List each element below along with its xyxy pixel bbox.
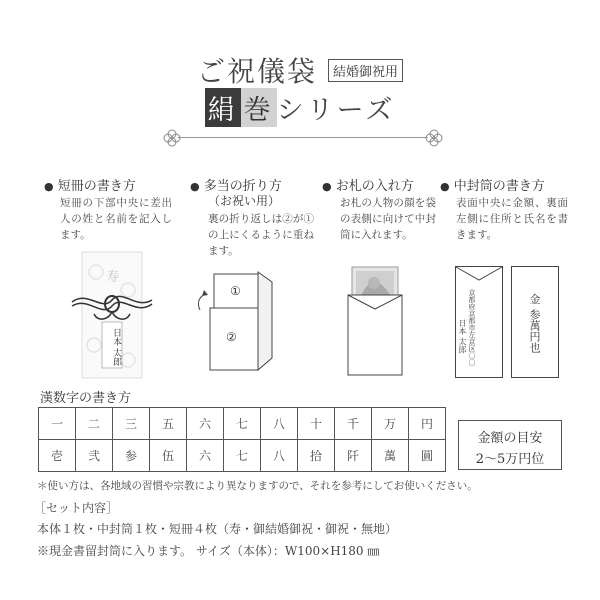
kanji-cell: 一 [39, 408, 76, 440]
title-tag: 結婚御祝用 [328, 59, 403, 82]
kanji-cell: 六 [187, 440, 224, 472]
step4-desc: 表面中央に金額、裏面左側に住所と氏名を書きます。 [456, 197, 568, 241]
title-block [0, 50, 600, 90]
kanji-section-title: 漢数字の書き方 [40, 391, 132, 406]
step1-heading [44, 175, 136, 194]
kanji-cell: 拾 [298, 440, 335, 472]
bullet-icon: ● [322, 180, 332, 193]
amount-guide-label: 金額の目安 [477, 431, 543, 446]
tanzaku-name-given: 太郎 [111, 348, 121, 366]
series-title [0, 88, 600, 127]
bullet-icon: ● [440, 180, 450, 193]
step1-desc: 短冊の下部中央に差出人の姓と名前を記入します。 [60, 197, 172, 241]
usage-note: ＊使い方は、各地域の習慣や宗教により異なりますので、それを参考にしてお使いください。 [37, 480, 478, 492]
tanzaku-illustration [68, 250, 156, 380]
envelope-front [511, 266, 559, 378]
fold-illustration [190, 268, 280, 376]
step4-title: 中封筒の書き方 [453, 179, 545, 194]
fold-label-1: ① [230, 284, 241, 298]
step2-title: 多当の折り方 [203, 179, 282, 194]
kanji-cell: 八 [261, 440, 298, 472]
kanji-cell: 伍 [150, 440, 187, 472]
set-contents-line2: ※現金書留封筒に入ります。 サイズ（本体）：W100×H180 ㎜ [37, 544, 380, 558]
step3-desc: お札の人物の顔を袋の表側に向けて中封筒に入れます。 [340, 197, 436, 241]
envelope-back-address: 京都府京都市左京区〇〇 [468, 289, 476, 366]
kanji-cell: 三 [113, 408, 150, 440]
page-title: ご祝儀袋 [196, 55, 317, 88]
kanji-cell: 壱 [39, 440, 76, 472]
bullet-icon: ● [190, 180, 200, 193]
kanji-cell: 七 [224, 408, 261, 440]
kanji-cell: 万 [372, 408, 409, 440]
kanji-cell: 十 [298, 408, 335, 440]
step4-heading [440, 175, 545, 194]
envelope-back [455, 266, 503, 378]
envelope-back-name: 日本 太郎 [458, 319, 467, 354]
kanji-cell: 参 [113, 440, 150, 472]
kanji-cell: 六 [187, 408, 224, 440]
fold-label-2: ② [226, 330, 237, 344]
kanji-cell: 七 [224, 440, 261, 472]
kanji-cell: 円 [409, 408, 446, 440]
inner-envelope-with-bills-icon [340, 265, 410, 377]
step2-desc: 裏の折り返しは②が①の上にくるように重ねます。 [208, 213, 314, 257]
table-row [39, 440, 446, 472]
kanji-cell: 八 [261, 408, 298, 440]
step2-subtitle: （お祝い用） [208, 194, 281, 208]
kanji-cell: 千 [335, 408, 372, 440]
kanji-cell: 二 [76, 408, 113, 440]
series-light-char: 巻 [241, 88, 277, 127]
table-row [39, 408, 446, 440]
tanzaku-name-surname: 日本 [111, 328, 121, 346]
amount-guide-value: 2～5万円位 [475, 452, 545, 467]
tanzaku-top-char: 寿 [106, 270, 120, 285]
amount-guide-box [458, 420, 562, 470]
step1-title: 短冊の書き方 [57, 179, 136, 194]
kanji-cell: 五 [150, 408, 187, 440]
set-contents-line1: 本体１枚・中封筒１枚・短冊４枚（寿・御結婚御祝・御祝・無地） [37, 522, 398, 536]
envelope-front-amount: 参萬円也 [528, 309, 541, 353]
knot-ornament-left-icon [163, 129, 181, 147]
kanji-cell: 弐 [76, 440, 113, 472]
kanji-cell: 阡 [335, 440, 372, 472]
step3-heading [322, 175, 414, 194]
series-rest: シリーズ [276, 95, 396, 126]
kanji-cell: 圓 [409, 440, 446, 472]
kanji-cell: 萬 [372, 440, 409, 472]
series-dark-char: 絹 [205, 88, 241, 127]
header-rule [178, 137, 428, 138]
bullet-icon: ● [44, 180, 54, 193]
set-contents-heading: ［セット内容］ [34, 501, 119, 515]
bill-illustration [340, 265, 410, 377]
envelope-front-gold: 金 [529, 293, 541, 306]
step3-title: お札の入れ方 [335, 179, 414, 194]
envelope-flap-icon [455, 266, 503, 286]
knot-ornament-right-icon [425, 129, 443, 147]
kanji-table [38, 407, 446, 472]
